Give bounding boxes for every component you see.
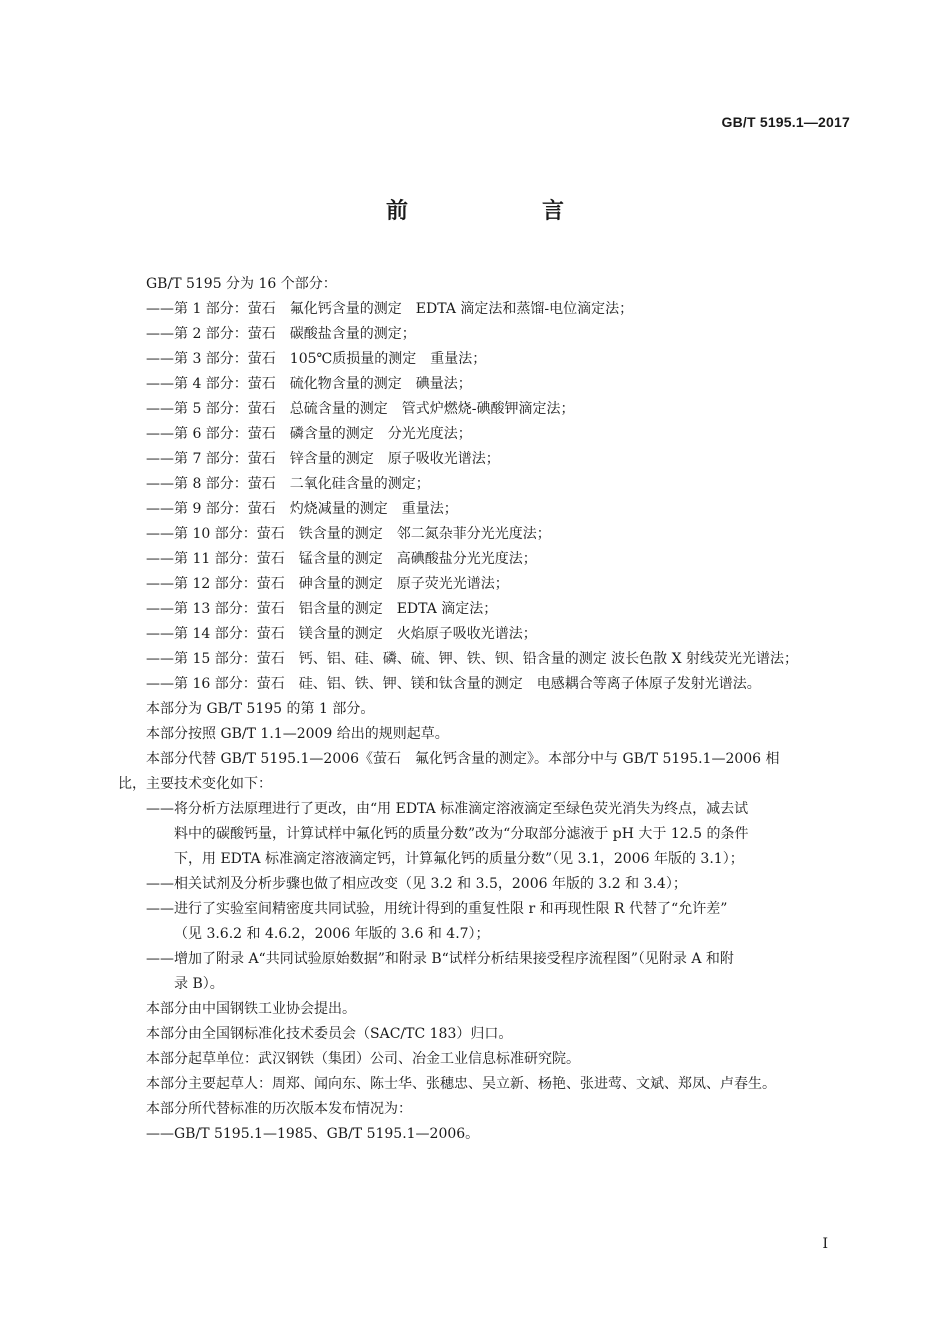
text-line: ——第 5 部分：萤石 总硫含量的测定 管式炉燃烧-碘酸钾滴定法； <box>146 401 575 417</box>
text-line: ——GB/T 5195.1—1985、GB/T 5195.1—2006。 <box>146 1126 480 1142</box>
text-line: ——进行了实验室间精密度共同试验，用统计得到的重复性限 r 和再现性限 R 代替了“允许差” <box>146 901 728 917</box>
page-number: I <box>822 1236 828 1252</box>
text-line: ——将分析方法原理进行了更改，由“用 EDTA 标准滴定溶液滴定至绿色荧光消失为终点，减去试 <box>146 801 749 817</box>
text-line: ——第 16 部分：萤石 硅、铝、铁、钾、镁和钛含量的测定 电感耦合等离子体原子发射光谱法。 <box>146 676 761 692</box>
text-line: 本部分起草单位：武汉钢铁（集团）公司、冶金工业信息标准研究院。 <box>146 1051 580 1067</box>
text-line: ——第 3 部分：萤石 105℃质损量的测定 重量法； <box>146 351 487 367</box>
text-line: ——第 4 部分：萤石 硫化物含量的测定 碘量法； <box>146 376 472 392</box>
text-line: ——增加了附录 A“共同试验原始数据”和附录 B“试样分析结果接受程序流程图”（见附录 A 和附 <box>146 951 734 967</box>
text-line: 本部分所代替标准的历次版本发布情况为： <box>146 1101 412 1117</box>
text-line: ——第 9 部分：萤石 灼烧减量的测定 重量法； <box>146 501 458 517</box>
text-line: ——第 13 部分：萤石 铝含量的测定 EDTA 滴定法； <box>146 601 498 617</box>
text-line: 录 B）。 <box>174 976 224 992</box>
standard-number: GB/T 5195.1—2017 <box>721 114 850 130</box>
text-line: ——第 12 部分：萤石 砷含量的测定 原子荧光光谱法； <box>146 576 509 592</box>
text-line: 比，主要技术变化如下： <box>118 776 272 792</box>
text-line: ——第 10 部分：萤石 铁含量的测定 邻二氮杂菲分光光度法； <box>146 526 551 542</box>
text-line: ——第 2 部分：萤石 碳酸盐含量的测定； <box>146 326 416 342</box>
text-line: 本部分主要起草人：周郑、闻向东、陈士华、张穗忠、吴立新、杨艳、张进莺、文斌、郑凤、卢春生。 <box>146 1076 776 1092</box>
text-line: 本部分按照 GB/T 1.1—2009 给出的规则起草。 <box>146 726 449 742</box>
page-title: 前 言 <box>385 199 620 224</box>
text-line: ——第 1 部分：萤石 氟化钙含量的测定 EDTA 滴定法和蒸馏-电位滴定法； <box>146 301 634 317</box>
text-line: ——第 15 部分：萤石 钙、铝、硅、磷、硫、钾、铁、钡、铅含量的测定 波长色散 X 射线荧光光谱法； <box>146 651 799 667</box>
text-line: ——第 11 部分：萤石 锰含量的测定 高碘酸盐分光光度法； <box>146 551 537 567</box>
text-line: ——第 6 部分：萤石 磷含量的测定 分光光度法； <box>146 426 472 442</box>
text-line: 本部分由中国钢铁工业协会提出。 <box>146 1001 356 1017</box>
text-line: ——第 7 部分：萤石 锌含量的测定 原子吸收光谱法； <box>146 451 500 467</box>
text-line: （见 3.6.2 和 4.6.2，2006 年版的 3.6 和 4.7）； <box>174 926 490 942</box>
text-line: 本部分由全国钢标准化技术委员会（SAC/TC 183）归口。 <box>146 1026 513 1042</box>
text-line: 料中的碳酸钙量，计算试样中氟化钙的质量分数”改为“分取部分滤液于 pH 大于 12.5 的条件 <box>174 826 749 842</box>
text-line: 本部分代替 GB/T 5195.1—2006《萤石 氟化钙含量的测定》。本部分中与 GB/T 5195.1—2006 相 <box>146 751 780 767</box>
text-line: ——相关试剂及分析步骤也做了相应改变（见 3.2 和 3.5，2006 年版的 3.2 和 3.4）； <box>146 876 687 892</box>
text-line: ——第 14 部分：萤石 镁含量的测定 火焰原子吸收光谱法； <box>146 626 537 642</box>
text-line: 本部分为 GB/T 5195 的第 1 部分。 <box>146 701 375 717</box>
text-line: ——第 8 部分：萤石 二氧化硅含量的测定； <box>146 476 430 492</box>
text-line: 下，用 EDTA 标准滴定溶液滴定钙，计算氟化钙的质量分数”（见 3.1，2006 年版的 3.1）； <box>174 851 744 867</box>
text-line: GB/T 5195 分为 16 个部分： <box>146 276 337 292</box>
foreword-body <box>118 272 852 1147</box>
